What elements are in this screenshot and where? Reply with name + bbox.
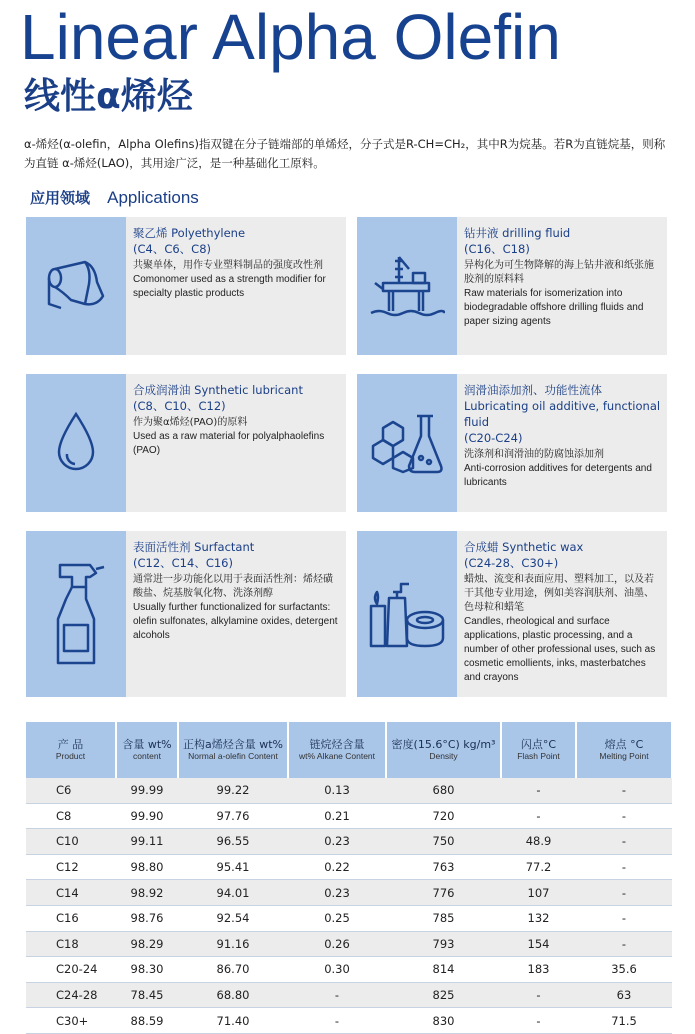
table-cell: 720 bbox=[386, 803, 501, 829]
table-cell: - bbox=[288, 1008, 386, 1034]
table-row bbox=[26, 778, 672, 803]
table-cell: C24-28 bbox=[26, 982, 116, 1008]
table-row bbox=[26, 931, 672, 957]
table-cell: 830 bbox=[386, 1008, 501, 1034]
table-row bbox=[26, 880, 672, 906]
table-cell: 88.59 bbox=[116, 1008, 178, 1034]
column-header: 含量 wt% content bbox=[116, 722, 178, 778]
table-cell: - bbox=[576, 905, 672, 931]
table-cell: 107 bbox=[501, 880, 576, 906]
table-cell: C14 bbox=[26, 880, 116, 906]
app-desc-en: Used as a raw material for polyalphaolefins (PAO) bbox=[133, 431, 325, 456]
table-cell: - bbox=[576, 829, 672, 855]
application-card-surfactant bbox=[26, 531, 346, 697]
table-cell: C20-24 bbox=[26, 957, 116, 983]
text-panel bbox=[126, 531, 346, 697]
app-codes: (C8、C10、C12) bbox=[133, 399, 226, 413]
table-cell: 0.30 bbox=[288, 957, 386, 983]
table-cell: 680 bbox=[386, 778, 501, 803]
text-panel bbox=[126, 374, 346, 512]
table-header-row bbox=[26, 722, 672, 778]
table-cell: 785 bbox=[386, 905, 501, 931]
table-cell: 0.23 bbox=[288, 829, 386, 855]
table-cell: C16 bbox=[26, 905, 116, 931]
table-cell: C10 bbox=[26, 829, 116, 855]
app-codes: (C24-28、C30+) bbox=[464, 556, 559, 570]
app-title: 润滑油添加剂、功能性流体 bbox=[464, 383, 602, 397]
app-title: 合成蜡 Synthetic wax bbox=[464, 540, 584, 554]
table-cell: - bbox=[501, 982, 576, 1008]
page-subtitle: 线性α烯烃 bbox=[24, 76, 193, 117]
app-codes: (C12、C14、C16) bbox=[133, 556, 233, 570]
app-desc-cn: 异构化为可生物降解的海上钻井液和纸张施胶剂的原料料 bbox=[464, 260, 654, 285]
wax-products-icon bbox=[367, 574, 447, 654]
table-cell: 750 bbox=[386, 829, 501, 855]
table-cell: 99.22 bbox=[178, 778, 288, 803]
table-cell: 63 bbox=[576, 982, 672, 1008]
table-cell: 776 bbox=[386, 880, 501, 906]
table-cell: 0.21 bbox=[288, 803, 386, 829]
table-cell: C8 bbox=[26, 803, 116, 829]
table-cell: - bbox=[501, 778, 576, 803]
table-cell: - bbox=[576, 880, 672, 906]
app-codes: (C20-C24) bbox=[464, 431, 523, 445]
spec-table bbox=[26, 722, 673, 1034]
app-codes: (C4、C6、C8) bbox=[133, 242, 212, 256]
page-title: Linear Alpha Olefin bbox=[20, 1, 561, 73]
table-cell: 71.40 bbox=[178, 1008, 288, 1034]
table-cell: 814 bbox=[386, 957, 501, 983]
app-desc-cn: 洗涤剂和润滑油的防腐蚀添加剂 bbox=[464, 449, 604, 460]
table-row bbox=[26, 803, 672, 829]
offshore-drilling-platform-icon bbox=[369, 253, 445, 319]
table-cell: - bbox=[576, 778, 672, 803]
table-row bbox=[26, 829, 672, 855]
text-panel bbox=[126, 217, 346, 355]
application-card-synthetic-wax bbox=[357, 531, 667, 697]
table-cell: 91.16 bbox=[178, 931, 288, 957]
table-cell: C30+ bbox=[26, 1008, 116, 1034]
app-desc-en: Comonomer used as a strength modifier for specialty plastic products bbox=[133, 274, 326, 299]
table-cell: 92.54 bbox=[178, 905, 288, 931]
app-title: 聚乙烯 Polyethylene bbox=[133, 226, 246, 240]
app-desc-cn: 蜡烛、流变和表面应用、塑料加工，以及若干其他专业用途，例如美容润肤剂、油墨、色母粒和蜡笔 bbox=[464, 574, 654, 613]
table-row bbox=[26, 1008, 672, 1034]
application-card-polyethylene bbox=[26, 217, 346, 355]
icon-panel bbox=[26, 374, 126, 512]
application-card-lubricating-oil-additive bbox=[357, 374, 667, 512]
column-header: 产 品 Product bbox=[26, 722, 116, 778]
table-cell: 183 bbox=[501, 957, 576, 983]
table-cell: 48.9 bbox=[501, 829, 576, 855]
app-title: 合成润滑油 Synthetic lubricant bbox=[133, 383, 303, 397]
table-cell: - bbox=[501, 803, 576, 829]
table-cell: 77.2 bbox=[501, 854, 576, 880]
app-title: 表面活性剂 Surfactant bbox=[133, 540, 255, 554]
app-desc-cn: 共聚单体，用作专业塑料制品的强度改性剂 bbox=[133, 260, 323, 271]
application-card-drilling-fluid bbox=[357, 217, 667, 355]
table-cell: - bbox=[288, 982, 386, 1008]
icon-panel bbox=[357, 531, 457, 697]
table-cell: 154 bbox=[501, 931, 576, 957]
application-card-synthetic-lubricant bbox=[26, 374, 346, 512]
icon-panel bbox=[357, 374, 457, 512]
applications-heading bbox=[30, 187, 199, 208]
table-cell: 825 bbox=[386, 982, 501, 1008]
table-cell: 96.55 bbox=[178, 829, 288, 855]
table-cell: 99.90 bbox=[116, 803, 178, 829]
table-cell: 71.5 bbox=[576, 1008, 672, 1034]
table-cell: 99.99 bbox=[116, 778, 178, 803]
icon-panel bbox=[26, 531, 126, 697]
intro-paragraph: α-烯烃(α-olefin，Alpha Olefins)指双键在分子链端部的单烯烃，分子式是R-CH=CH₂，其中R为烷基。若R为直链烷基，则称为直链 α-烯烃(LAO)，其用途广泛，是一种基础化工原料。 bbox=[24, 137, 666, 170]
app-codes: (C16、C18) bbox=[464, 242, 530, 256]
applications-heading-en: Applications bbox=[107, 188, 199, 207]
table-cell: C18 bbox=[26, 931, 116, 957]
table-row bbox=[26, 982, 672, 1008]
icon-panel bbox=[357, 217, 457, 355]
text-panel bbox=[457, 374, 667, 512]
table-cell: C6 bbox=[26, 778, 116, 803]
table-cell: 132 bbox=[501, 905, 576, 931]
app-desc-en: Raw materials for isomerization into biodegradable offshore drilling fluids and paper sizing agents bbox=[464, 288, 644, 327]
app-desc-en: Usually further functionalized for surfactants: olefin sulfonates, alkylamine oxides, detergent alcohols bbox=[133, 602, 338, 641]
table-cell: 0.22 bbox=[288, 854, 386, 880]
app-desc-cn: 通常进一步功能化以用于表面活性剂：烯烃磺酸盐、烷基胺氧化物、洗涤剂醇 bbox=[133, 574, 333, 599]
table-cell: 98.76 bbox=[116, 905, 178, 931]
app-title-en: Lubricating oil additive, functional fluid bbox=[464, 399, 661, 429]
applications-heading-cn: 应用领域 bbox=[30, 189, 91, 207]
table-cell: 86.70 bbox=[178, 957, 288, 983]
app-title: 钻井液 drilling fluid bbox=[464, 226, 571, 240]
table-cell: 78.45 bbox=[116, 982, 178, 1008]
plastic-film-roll-icon bbox=[41, 256, 111, 316]
column-header: 闪点°C Flash Point bbox=[501, 722, 576, 778]
table-cell: - bbox=[501, 1008, 576, 1034]
table-row bbox=[26, 854, 672, 880]
table-cell: - bbox=[576, 931, 672, 957]
table-cell: - bbox=[576, 854, 672, 880]
column-header: 熔点 °C Melting Point bbox=[576, 722, 672, 778]
table-cell: 35.6 bbox=[576, 957, 672, 983]
text-panel bbox=[457, 217, 667, 355]
spray-bottle-icon bbox=[46, 559, 106, 669]
column-header: 链烷烃含量 wt% Alkane Content bbox=[288, 722, 386, 778]
table-cell: 99.11 bbox=[116, 829, 178, 855]
table-cell: 763 bbox=[386, 854, 501, 880]
table-cell: 68.80 bbox=[178, 982, 288, 1008]
table-cell: 98.29 bbox=[116, 931, 178, 957]
app-desc-en: Candles, rheological and surface applications, plastic processing, and a number of other professional uses, such as cosmetic emollients, inks, masterbatches and crayons bbox=[464, 616, 656, 683]
text-panel bbox=[457, 531, 667, 697]
table-cell: 0.13 bbox=[288, 778, 386, 803]
table-cell: C12 bbox=[26, 854, 116, 880]
table-cell: 98.92 bbox=[116, 880, 178, 906]
table-row bbox=[26, 905, 672, 931]
table-cell: 0.26 bbox=[288, 931, 386, 957]
table-cell: 0.23 bbox=[288, 880, 386, 906]
column-header: 密度(15.6°C) kg/m³ Density bbox=[386, 722, 501, 778]
table-cell: 98.80 bbox=[116, 854, 178, 880]
table-row bbox=[26, 957, 672, 983]
table-cell: 793 bbox=[386, 931, 501, 957]
app-desc-en: Anti-corrosion additives for detergents and lubricants bbox=[464, 463, 652, 488]
chemistry-flask-molecule-icon bbox=[369, 410, 445, 476]
oil-drop-icon bbox=[51, 410, 101, 476]
table-cell: 95.41 bbox=[178, 854, 288, 880]
table-cell: 97.76 bbox=[178, 803, 288, 829]
table-cell: - bbox=[576, 803, 672, 829]
table-cell: 0.25 bbox=[288, 905, 386, 931]
table-cell: 98.30 bbox=[116, 957, 178, 983]
icon-panel bbox=[26, 217, 126, 355]
app-desc-cn: 作为聚α烯烃(PAO)的原料 bbox=[133, 417, 248, 428]
table-cell: 94.01 bbox=[178, 880, 288, 906]
column-header: 正构a烯烃含量 wt% Normal a-olefin Content bbox=[178, 722, 288, 778]
